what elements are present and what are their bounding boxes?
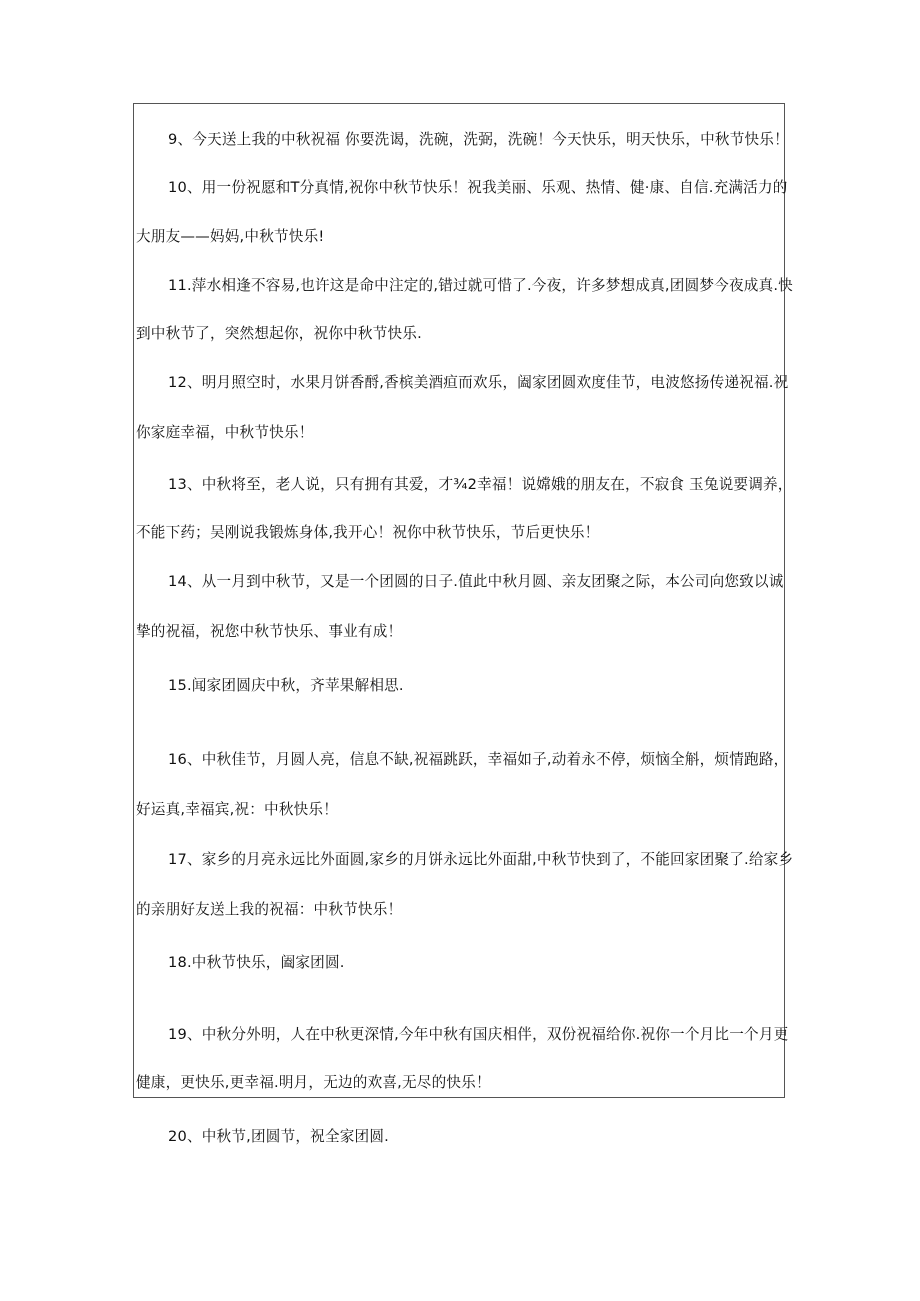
wish-14-line-1: 14、从一月到中秋节，又是一个团圆的日子.值此中秋月圆、亲友团聚之际，本公司向您致以诚 xyxy=(168,573,784,590)
wish-18-line-1: 18.中秋节快乐，阖家团圆. xyxy=(168,954,345,971)
wish-10-line-1: 10、用一份祝愿和T分真情,祝你中秋节快乐！祝我美丽、乐观、热情、健·康、自信.充满活力的 xyxy=(168,179,788,196)
wish-12-line-2: 你家庭幸福，中秋节快乐！ xyxy=(136,424,314,441)
wish-17-line-2: 的亲朋好友送上我的祝福：中秋节快乐！ xyxy=(136,901,403,918)
wish-15-line-1: 15.闻家团圆庆中秋，齐苹果解相思. xyxy=(168,677,404,694)
content-frame xyxy=(133,103,794,1098)
wish-13-line-1: 13、中秋将至，老人说，只有拥有其爱，才¾2幸福！说嫦娥的朋友在，不寂食 玉兔说要调养， xyxy=(168,476,793,493)
wish-11-line-1: 11.萍水相逢不容易,也许这是命中注定的,错过就可惜了.今夜，许多梦想成真,团圆梦今夜成真.快 xyxy=(168,277,793,294)
wish-16-line-1: 16、中秋佳节，月圆人亮，信息不缺,祝福跳跃，幸福如子,动着永不停，烦恼全斛，烦情跑路， xyxy=(168,751,789,768)
wish-10-line-2: 大朋友——妈妈,中秋节快乐! xyxy=(136,228,325,245)
wish-11-line-2: 到中秋节了，突然想起你，祝你中秋节快乐. xyxy=(136,325,422,342)
wish-20-line-1: 20、中秋节,团圆节，祝全家团圆. xyxy=(168,1128,389,1145)
wish-19-line-1: 19、中秋分外明，人在中秋更深情,今年中秋有国庆相伴，双份祝福给你.祝你一个月比一个月更 xyxy=(168,1026,789,1043)
wish-17-line-1: 17、家乡的月亮永远比外面圆,家乡的月饼永远比外面甜,中秋节快到了，不能回家团聚了.给家乡 xyxy=(168,851,794,868)
wish-9-line-1: 9、今天送上我的中秋祝福 你要洗谒，洗碗，洗弼，洗碗！今天快乐，明天快乐，中秋节快乐！ xyxy=(168,131,789,148)
wish-12-line-1: 12、明月照空时，水果月饼香酹,香槟美酒疸而欢乐，阖家团圆欢度佳节，电波悠扬传递祝福.祝 xyxy=(168,374,789,391)
wish-19-line-2: 健康，更快乐,更幸福.明月，无边的欢喜,无尽的快乐！ xyxy=(136,1074,491,1091)
wish-16-line-2: 好运真,幸福宾,祝：中秋快乐！ xyxy=(136,801,338,818)
wish-13-line-2: 不能下药；吴刚说我锻炼身体,我开心！祝你中秋节快乐，节后更快乐！ xyxy=(136,524,600,541)
wish-14-line-2: 挚的祝福，祝您中秋节快乐、事业有成！ xyxy=(136,623,403,640)
